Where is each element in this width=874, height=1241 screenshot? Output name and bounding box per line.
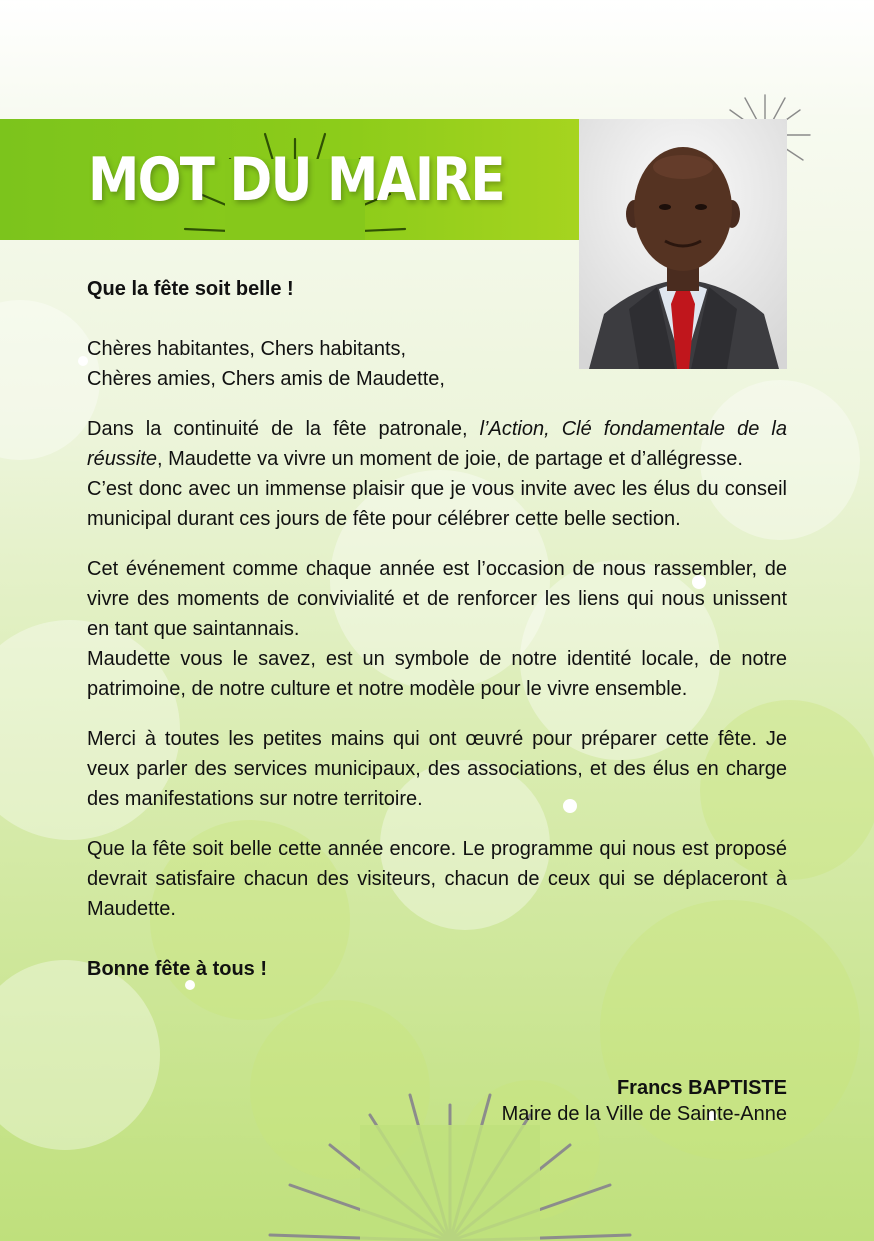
festival-theme: l’Action, Clé fondamentale de la réussite — [87, 418, 787, 470]
closing-line: Bonne fête à tous ! — [87, 958, 268, 980]
paragraph: Que la fête soit belle cette année encore. Le programme qui nous est proposé devrait satisfaire chacun des visiteurs, chacun de ceux qui se déplaceront à Maudette. — [87, 838, 787, 920]
signature-name: Francs BAPTISTE — [616, 1077, 787, 1099]
signature-role: Maire de la Ville de Sainte-Anne — [501, 1103, 787, 1125]
paragraph-group — [87, 554, 787, 704]
greeting-line: Chères amies, Chers amis de Maudette, — [87, 368, 445, 390]
paragraph-text: Dans la continuité de la fête patronale, — [87, 418, 480, 440]
paragraph: Merci à toutes les petites mains qui ont œuvré pour préparer cette fête. Je veux parler des services municipaux, des associations, et des élus en charge des manifestations sur notre territoire. — [87, 728, 787, 810]
greeting-line: Chères habitantes, Chers habitants, — [87, 338, 407, 360]
page-title: MOT DU MAIRE — [88, 145, 504, 215]
greeting — [87, 334, 787, 394]
letter-headline: Que la fête soit belle ! — [87, 278, 294, 300]
paragraph: Maudette vous le savez, est un symbole de notre identité locale, de notre patrimoine, de notre culture et notre modèle pour le vivre ensemble. — [87, 648, 787, 700]
paragraph-group — [87, 414, 787, 534]
paragraph: Cet événement comme chaque année est l’occasion de nous rassembler, de vivre des moments de convivialité et de renforcer les liens qui nous unissent en tant que saintannais. — [87, 558, 787, 640]
title-banner — [0, 119, 580, 240]
paragraph — [87, 414, 787, 474]
paragraph-text: , Maudette va vivre un moment de joie, de partage et d’allégresse. — [157, 448, 743, 470]
signature-block — [502, 1075, 787, 1127]
letter-body — [87, 272, 787, 984]
paragraph: C’est donc avec un immense plaisir que je vous invite avec les élus du conseil municipal durant ces jours de fête pour célébrer cette belle section. — [87, 478, 787, 530]
